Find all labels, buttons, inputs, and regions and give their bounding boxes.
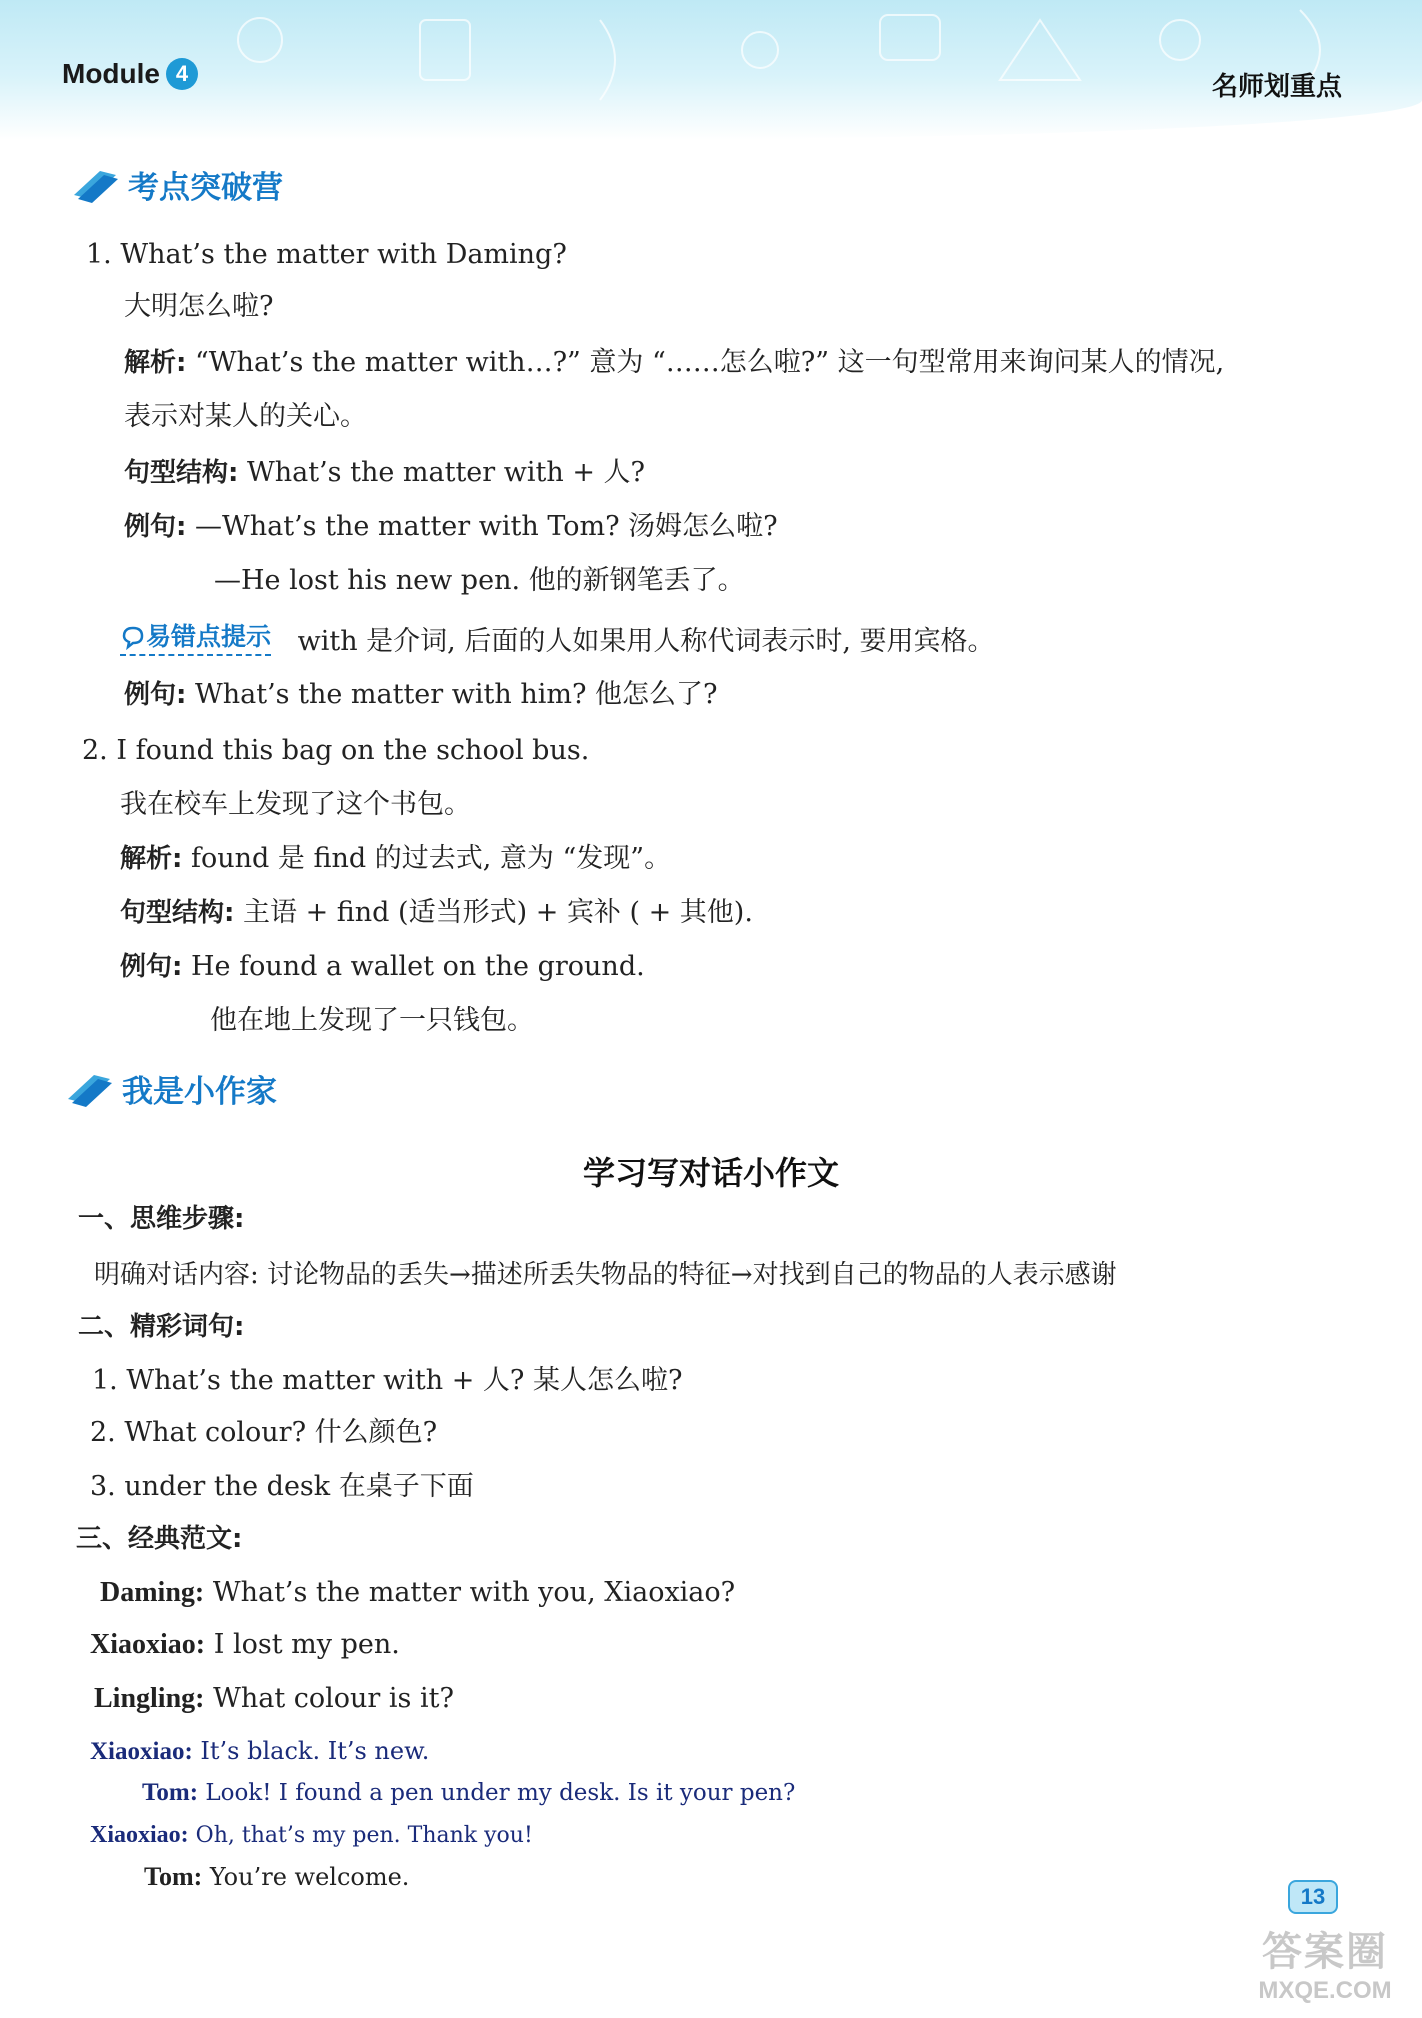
composition-title: 学习写对话小作文 — [582, 1154, 839, 1192]
hint-label: 易错点提示 — [146, 622, 272, 651]
structure-text: 主语 + find (适当形式) + 宾补 ( + 其他). — [243, 897, 753, 928]
section-title-text: 考点突破营 — [128, 170, 283, 206]
module-label — [62, 58, 198, 90]
section-title-text: 我是小作家 — [122, 1074, 277, 1110]
dialogue-line — [90, 1628, 400, 1662]
item1-hint — [120, 620, 995, 659]
item2-example — [120, 950, 645, 984]
dialogue-speaker: Tom: — [142, 1779, 199, 1806]
dialogue-speaker: Daming: — [100, 1577, 205, 1608]
section-title-2 — [64, 1066, 277, 1111]
item1-analysis-cont: 表示对某人的关心。 — [124, 401, 367, 432]
example-line-1: —What’s the matter with Tom? 汤姆怎么啦? — [195, 511, 778, 542]
step2-heading: 二、精彩词句: — [78, 1312, 245, 1342]
analysis-text: “What’s the matter with…?” 意为 “……怎么啦?” 这一句型常用来询问某人的情况, — [195, 347, 1225, 378]
dialogue-text: You’re welcome. — [209, 1863, 410, 1891]
analysis-label: 解析: — [120, 844, 183, 874]
phrase-item: 1. What’s the matter with + 人? 某人怎么啦? — [92, 1365, 683, 1396]
dialogue-text: I lost my pen. — [213, 1629, 400, 1660]
structure-text: What’s the matter with + 人? — [247, 457, 646, 488]
module-number-badge: 4 — [166, 58, 198, 90]
dialogue-text: What’s the matter with you, Xiaoxiao? — [212, 1577, 736, 1608]
dialogue-speaker: Xiaoxiao: — [90, 1738, 193, 1765]
analysis-label: 解析: — [124, 348, 187, 378]
structure-label: 句型结构: — [124, 458, 239, 488]
header-doodle-decoration — [0, 0, 1422, 140]
analysis-text: found 是 find 的过去式, 意为 “发现”。 — [191, 843, 672, 874]
dialogue-speaker: Xiaoxiao: — [90, 1629, 206, 1660]
item1-sentence: 1. What’s the matter with Daming? — [86, 239, 567, 270]
module-text: Module — [62, 58, 160, 89]
phrase-item: 3. under the desk 在桌子下面 — [90, 1471, 474, 1502]
example-line-1: He found a wallet on the ground. — [191, 951, 645, 982]
book-pen-icon — [70, 165, 122, 205]
item1-analysis — [124, 346, 1224, 380]
dialogue-text: Look! I found a pen under my desk. Is it your pen? — [205, 1780, 796, 1806]
item1-example — [124, 510, 778, 544]
item1-translation: 大明怎么啦? — [124, 291, 274, 322]
dialogue-line — [90, 1818, 533, 1853]
item1-example-2 — [124, 678, 718, 712]
item1-example-line-2: —He lost his new pen. 他的新钢笔丢了。 — [214, 565, 745, 596]
watermark-main: 答案圈 — [1262, 1930, 1388, 1974]
section-title-1 — [70, 162, 283, 207]
hint-text: with 是介词, 后面的人如果用人称代词表示时, 要用宾格。 — [297, 626, 995, 657]
watermark — [1240, 1920, 1410, 2010]
dialogue-line — [100, 1576, 735, 1610]
item2-example-line-2: 他在地上发现了一只钱包。 — [210, 1005, 534, 1036]
dialogue-text: What colour is it? — [213, 1683, 454, 1714]
speech-bubble-icon — [120, 624, 146, 650]
dialogue-text: Oh, that’s my pen. Thank you! — [195, 1823, 533, 1848]
example-label: 例句: — [120, 952, 183, 982]
example2-label: 例句: — [124, 680, 187, 710]
step3-heading: 三、经典范文: — [76, 1524, 243, 1554]
step1-text: 明确对话内容: 讨论物品的丢失→描述所丢失物品的特征→对找到自己的物品的人表示感谢 — [94, 1260, 1117, 1290]
dialogue-line — [144, 1860, 409, 1894]
hint-badge — [120, 620, 271, 656]
dialogue-line — [142, 1776, 795, 1810]
dialogue-speaker: Lingling: — [94, 1683, 205, 1714]
example2-text: What’s the matter with him? 他怎么了? — [195, 679, 718, 710]
book-pen-icon — [64, 1069, 116, 1109]
item2-translation: 我在校车上发现了这个书包。 — [120, 789, 471, 820]
header-band — [0, 0, 1422, 140]
header-title: 名师划重点 — [1211, 72, 1342, 102]
phrase-item: 2. What colour? 什么颜色? — [90, 1417, 438, 1448]
step1-heading: 一、思维步骤: — [78, 1204, 245, 1234]
page-number: 13 — [1288, 1880, 1338, 1914]
dialogue-speaker: Xiaoxiao: — [90, 1822, 189, 1848]
dialogue-text: It’s black. It’s new. — [200, 1737, 430, 1765]
structure-label: 句型结构: — [120, 898, 235, 928]
item2-analysis — [120, 842, 671, 876]
item1-structure — [124, 456, 645, 490]
item2-sentence: 2. I found this bag on the school bus. — [82, 735, 590, 766]
item2-structure — [120, 896, 753, 930]
watermark-url: MXQE.COM — [1258, 1977, 1392, 2004]
dialogue-line — [94, 1682, 454, 1716]
dialogue-speaker: Tom: — [144, 1862, 203, 1891]
example-label: 例句: — [124, 512, 187, 542]
dialogue-line — [90, 1734, 429, 1769]
